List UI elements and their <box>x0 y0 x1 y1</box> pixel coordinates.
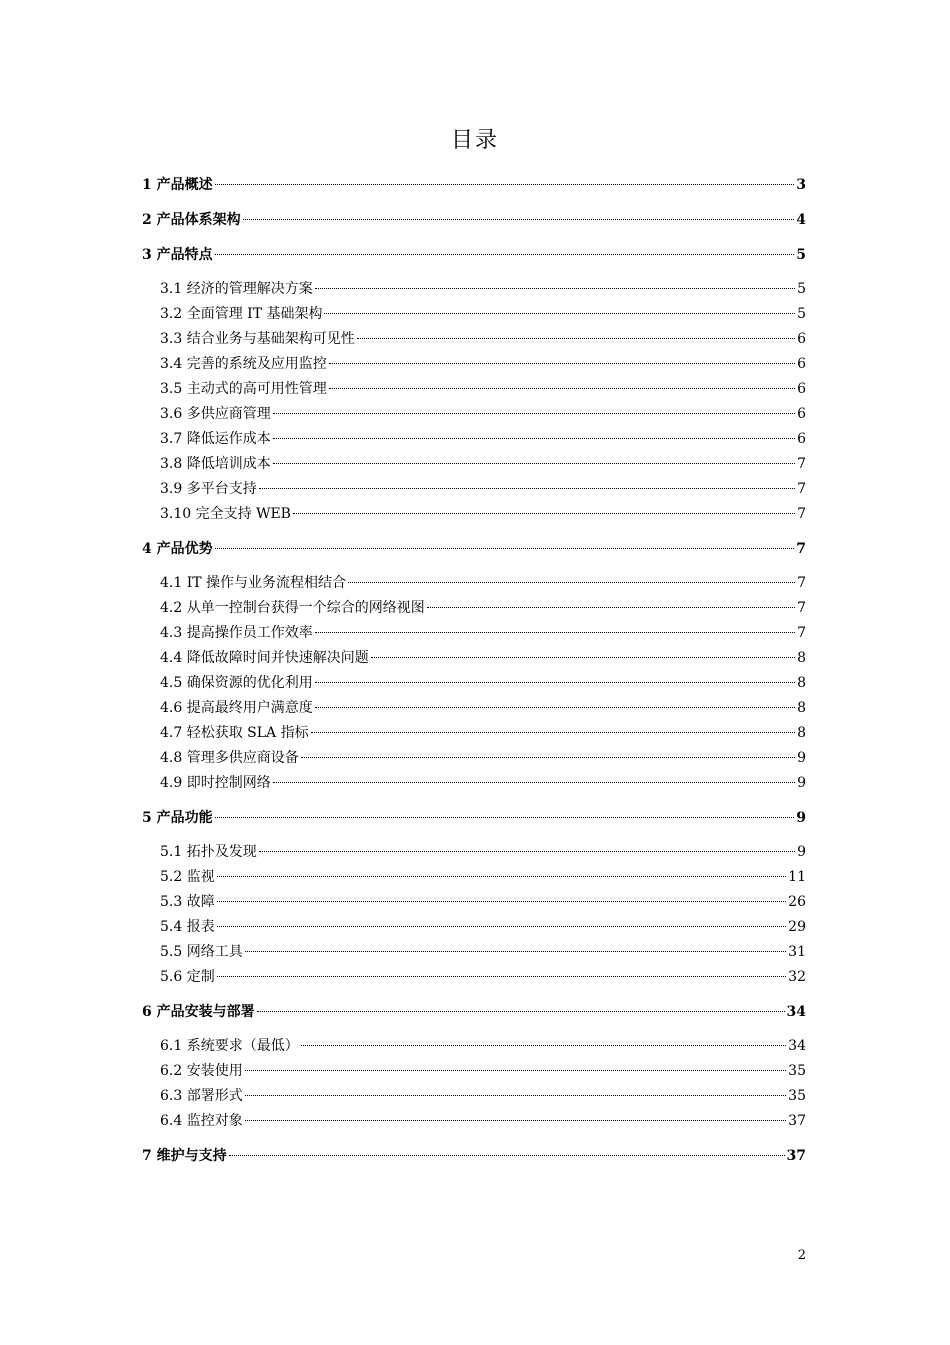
toc-entry-page: 6 <box>797 356 806 372</box>
toc-dot-leader <box>245 1070 786 1071</box>
toc-section-entry[interactable] <box>142 1084 806 1109</box>
toc-entry-page: 35 <box>788 1063 806 1079</box>
toc-dot-leader <box>427 607 795 608</box>
toc-section-entry[interactable] <box>142 452 806 477</box>
toc-entry-page: 5 <box>797 281 806 297</box>
toc-section-entry[interactable] <box>142 477 806 502</box>
toc-entry-page: 7 <box>796 541 806 557</box>
toc-chapter-entry[interactable] <box>142 999 806 1025</box>
toc-dot-leader <box>273 413 795 414</box>
toc-section-entry[interactable] <box>142 940 806 965</box>
toc-dot-leader <box>215 184 795 185</box>
toc-entry-label: 4.4 降低故障时间并快速解决问题 <box>160 650 369 666</box>
toc-section-entry[interactable] <box>142 865 806 890</box>
toc-entry-page: 8 <box>797 650 806 666</box>
toc-entry-page: 8 <box>797 700 806 716</box>
toc-entry-label: 2 产品体系架构 <box>142 212 241 228</box>
toc-entry-label: 3 产品特点 <box>142 247 213 263</box>
toc-chapter-entry[interactable] <box>142 172 806 198</box>
toc-section-entry[interactable] <box>142 502 806 527</box>
toc-entry-page: 6 <box>797 406 806 422</box>
toc-dot-leader <box>329 388 795 389</box>
toc-section-entry[interactable] <box>142 277 806 302</box>
toc-entry-label: 6.4 监控对象 <box>160 1113 243 1129</box>
toc-entry-page: 7 <box>797 506 806 522</box>
toc-entry-page: 4 <box>796 212 806 228</box>
toc-dot-leader <box>348 582 795 583</box>
toc-entry-page: 7 <box>797 600 806 616</box>
toc-entry-label: 6 产品安装与部署 <box>142 1004 255 1020</box>
toc-dot-leader <box>245 951 786 952</box>
toc-entry-page: 37 <box>788 1113 806 1129</box>
toc-dot-leader <box>215 548 795 549</box>
toc-dot-leader <box>315 632 795 633</box>
toc-entry-page: 7 <box>797 456 806 472</box>
toc-entry-label: 4.8 管理多供应商设备 <box>160 750 299 766</box>
toc-dot-leader <box>329 363 795 364</box>
toc-dot-leader <box>357 338 795 339</box>
toc-entry-label: 6.2 安装使用 <box>160 1063 243 1079</box>
toc-section-entry[interactable] <box>142 890 806 915</box>
toc-entry-page: 35 <box>788 1088 806 1104</box>
toc-entry-page: 7 <box>797 625 806 641</box>
toc-entry-page: 9 <box>796 810 806 826</box>
toc-dot-leader <box>315 682 795 683</box>
toc-section-entry[interactable] <box>142 840 806 865</box>
toc-dot-leader <box>273 463 795 464</box>
toc-section-entry[interactable] <box>142 1034 806 1059</box>
toc-dot-leader <box>217 876 786 877</box>
toc-entry-page: 5 <box>796 247 806 263</box>
toc-entry-page: 6 <box>797 381 806 397</box>
toc-entry-page: 29 <box>788 919 806 935</box>
toc-entry-page: 5 <box>797 306 806 322</box>
toc-entry-page: 8 <box>797 675 806 691</box>
toc-section-entry[interactable] <box>142 1109 806 1134</box>
toc-entry-page: 9 <box>797 844 806 860</box>
toc-dot-leader <box>217 901 786 902</box>
toc-dot-leader <box>273 782 795 783</box>
toc-section-entry[interactable] <box>142 965 806 990</box>
toc-section-entry[interactable] <box>142 621 806 646</box>
toc-section-entry[interactable] <box>142 771 806 796</box>
toc-chapter-entry[interactable] <box>142 805 806 831</box>
toc-entry-page: 9 <box>797 750 806 766</box>
toc-entry-page: 9 <box>797 775 806 791</box>
toc-dot-leader <box>259 851 795 852</box>
toc-entry-label: 4.6 提高最终用户满意度 <box>160 700 313 716</box>
toc-dot-leader <box>245 1095 786 1096</box>
toc-entry-label: 6.1 系统要求（最低） <box>160 1038 299 1054</box>
toc-entry-label: 6.3 部署形式 <box>160 1088 243 1104</box>
toc-entry-label: 3.7 降低运作成本 <box>160 431 271 447</box>
toc-entry-label: 4.9 即时控制网络 <box>160 775 271 791</box>
toc-section-entry[interactable] <box>142 915 806 940</box>
toc-dot-leader <box>301 757 795 758</box>
toc-entry-page: 32 <box>788 969 806 985</box>
toc-entry-page: 11 <box>788 869 806 885</box>
toc-entry-label: 5.5 网络工具 <box>160 944 243 960</box>
toc-entry-page: 8 <box>797 725 806 741</box>
toc-title: 目录 <box>450 128 499 153</box>
toc-entry-page: 26 <box>788 894 806 910</box>
toc-dot-leader <box>257 1011 785 1012</box>
toc-entry-label: 4.2 从单一控制台获得一个综合的网络视图 <box>160 600 425 616</box>
toc-entry-label: 7 维护与支持 <box>142 1148 227 1164</box>
toc-section-entry[interactable] <box>142 596 806 621</box>
toc-section-entry[interactable] <box>142 352 806 377</box>
toc-chapter-entry[interactable] <box>142 536 806 562</box>
toc-dot-leader <box>324 313 795 314</box>
toc-dot-leader <box>243 219 795 220</box>
toc-entry-page: 6 <box>797 431 806 447</box>
toc-entry-label: 3.2 全面管理 IT 基础架构 <box>160 306 323 322</box>
toc-section-entry[interactable] <box>142 646 806 671</box>
toc-entry-page: 34 <box>786 1004 806 1020</box>
toc-section-entry[interactable] <box>142 377 806 402</box>
toc-entry-label: 5.4 报表 <box>160 919 215 935</box>
toc-dot-leader <box>315 288 795 289</box>
toc-entry-page: 6 <box>797 331 806 347</box>
toc-chapter-entry[interactable] <box>142 242 806 268</box>
toc-section-entry[interactable] <box>142 302 806 327</box>
toc-dot-leader <box>217 976 786 977</box>
toc-dot-leader <box>259 488 795 489</box>
toc-entry-page: 3 <box>796 177 806 193</box>
toc-dot-leader <box>215 254 795 255</box>
toc-entry-label: 3.4 完善的系统及应用监控 <box>160 356 327 372</box>
toc-entry-label: 5.2 监视 <box>160 869 215 885</box>
toc-dot-leader <box>217 926 786 927</box>
toc-section-entry[interactable] <box>142 427 806 452</box>
toc-entry-label: 4 产品优势 <box>142 541 213 557</box>
toc-dot-leader <box>229 1155 785 1156</box>
toc-entry-label: 3.10 完全支持 WEB <box>160 506 291 522</box>
toc-section-entry[interactable] <box>142 696 806 721</box>
toc-dot-leader <box>371 657 795 658</box>
toc-entry-label: 4.3 提高操作员工作效率 <box>160 625 313 641</box>
table-of-contents <box>142 172 806 1178</box>
toc-dot-leader <box>315 707 795 708</box>
toc-entry-label: 5.3 故障 <box>160 894 215 910</box>
toc-dot-leader <box>273 438 795 439</box>
toc-entry-page: 37 <box>786 1148 806 1164</box>
toc-dot-leader <box>301 1045 786 1046</box>
toc-entry-label: 5 产品功能 <box>142 810 213 826</box>
toc-section-entry[interactable] <box>142 571 806 596</box>
toc-section-entry[interactable] <box>142 746 806 771</box>
toc-entry-label: 4.5 确保资源的优化利用 <box>160 675 313 691</box>
toc-entry-label: 3.1 经济的管理解决方案 <box>160 281 313 297</box>
toc-chapter-entry[interactable] <box>142 207 806 233</box>
toc-chapter-entry[interactable] <box>142 1143 806 1169</box>
toc-entry-page: 7 <box>797 481 806 497</box>
toc-entry-label: 4.7 轻松获取 SLA 指标 <box>160 725 309 741</box>
toc-section-entry[interactable] <box>142 671 806 696</box>
toc-dot-leader <box>311 732 795 733</box>
toc-entry-page: 7 <box>797 575 806 591</box>
toc-entry-label: 5.1 拓扑及发现 <box>160 844 257 860</box>
toc-entry-label: 1 产品概述 <box>142 177 213 193</box>
toc-section-entry[interactable] <box>142 327 806 352</box>
toc-section-entry[interactable] <box>142 721 806 746</box>
toc-entry-page: 31 <box>788 944 806 960</box>
toc-entry-label: 4.1 IT 操作与业务流程相结合 <box>160 575 347 591</box>
toc-entry-page: 34 <box>788 1038 806 1054</box>
toc-section-entry[interactable] <box>142 402 806 427</box>
toc-section-entry[interactable] <box>142 1059 806 1084</box>
toc-entry-label: 3.5 主动式的高可用性管理 <box>160 381 327 397</box>
toc-entry-label: 3.3 结合业务与基础架构可见性 <box>160 331 355 347</box>
toc-entry-label: 3.8 降低培训成本 <box>160 456 271 472</box>
page-number: 2 <box>797 1248 806 1263</box>
toc-dot-leader <box>245 1120 786 1121</box>
toc-entry-label: 5.6 定制 <box>160 969 215 985</box>
toc-dot-leader <box>293 513 795 514</box>
toc-dot-leader <box>215 817 795 818</box>
toc-entry-label: 3.9 多平台支持 <box>160 481 257 497</box>
toc-entry-label: 3.6 多供应商管理 <box>160 406 271 422</box>
